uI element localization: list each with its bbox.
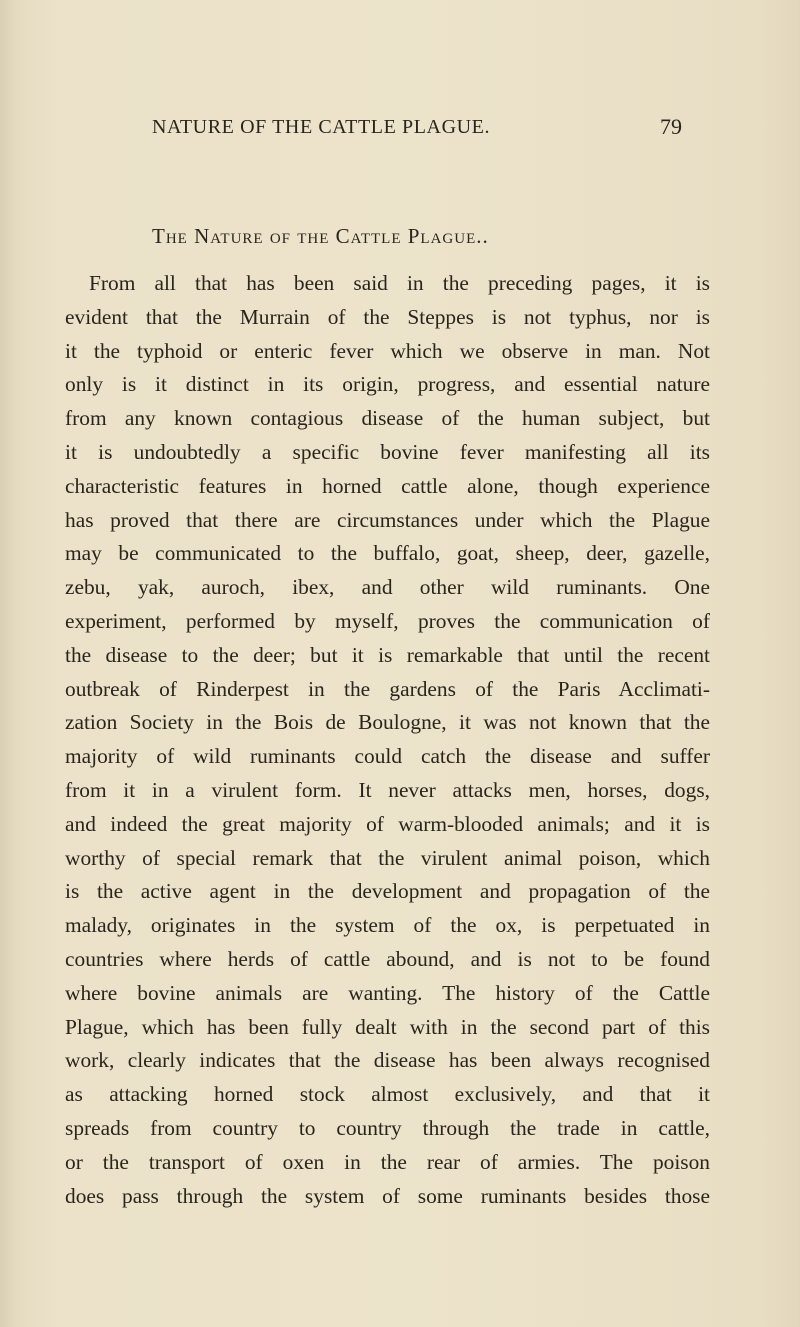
text-line: or the transport of oxen in the rear of armies. The poison xyxy=(65,1149,710,1174)
text-line: countries where herds of cattle abound, and is not to be found xyxy=(65,946,710,971)
text-line: only is it distinct in its origin, progress, and essential nature xyxy=(65,372,710,397)
text-line: evident that the Murrain of the Steppes is not typhus, nor is xyxy=(65,304,710,329)
body-paragraph xyxy=(65,267,710,1213)
text-line: Plague, which has been fully dealt with in the second part of this xyxy=(65,1014,710,1039)
text-line: majority of wild ruminants could catch the disease and suffer xyxy=(65,744,710,769)
text-line: From all that has been said in the preceding pages, it is xyxy=(89,271,710,295)
text-line: is the active agent in the development and propagation of the xyxy=(65,879,710,904)
text-line: from any known contagious disease of the human subject, but xyxy=(65,406,710,431)
text-line: experiment, performed by myself, proves the communication of xyxy=(65,608,710,633)
text-line: does pass through the system of some ruminants besides those xyxy=(65,1183,710,1208)
text-line: characteristic features in horned cattle alone, though experience xyxy=(65,473,710,498)
text-line: spreads from country to country through the trade in cattle, xyxy=(65,1115,710,1140)
page-number: 79 xyxy=(660,114,682,139)
text-line: outbreak of Rinderpest in the gardens of the Paris Acclimati- xyxy=(65,676,710,701)
text-line: the disease to the deer; but it is remarkable that until the recent xyxy=(65,642,710,667)
running-title: NATURE OF THE CATTLE PLAGUE. xyxy=(152,116,491,138)
text-line: as attacking horned stock almost exclusively, and that it xyxy=(65,1082,710,1107)
text-line: may be communicated to the buffalo, goat, sheep, deer, gazelle, xyxy=(65,541,710,566)
text-line: has proved that there are circumstances under which the Plague xyxy=(65,507,710,532)
text-line: where bovine animals are wanting. The history of the Cattle xyxy=(65,980,710,1005)
text-line: and indeed the great majority of warm-blooded animals; and it is xyxy=(65,811,710,836)
text-line: worthy of special remark that the virulent animal poison, which xyxy=(65,845,710,870)
text-line: work, clearly indicates that the disease has been always recognised xyxy=(65,1048,710,1073)
text-line: malady, originates in the system of the ox, is perpetuated in xyxy=(65,913,710,938)
section-heading: The Nature of the Cattle Plague.. xyxy=(152,224,489,248)
text-line: zebu, yak, auroch, ibex, and other wild ruminants. One xyxy=(65,575,710,600)
text-line: zation Society in the Bois de Boulogne, it was not known that the xyxy=(65,710,710,735)
text-line: it is undoubtedly a specific bovine fever manifesting all its xyxy=(65,439,710,464)
text-line: from it in a virulent form. It never attacks men, horses, dogs, xyxy=(65,777,710,802)
text-line: it the typhoid or enteric fever which we observe in man. Not xyxy=(65,338,710,363)
running-head xyxy=(0,116,800,146)
